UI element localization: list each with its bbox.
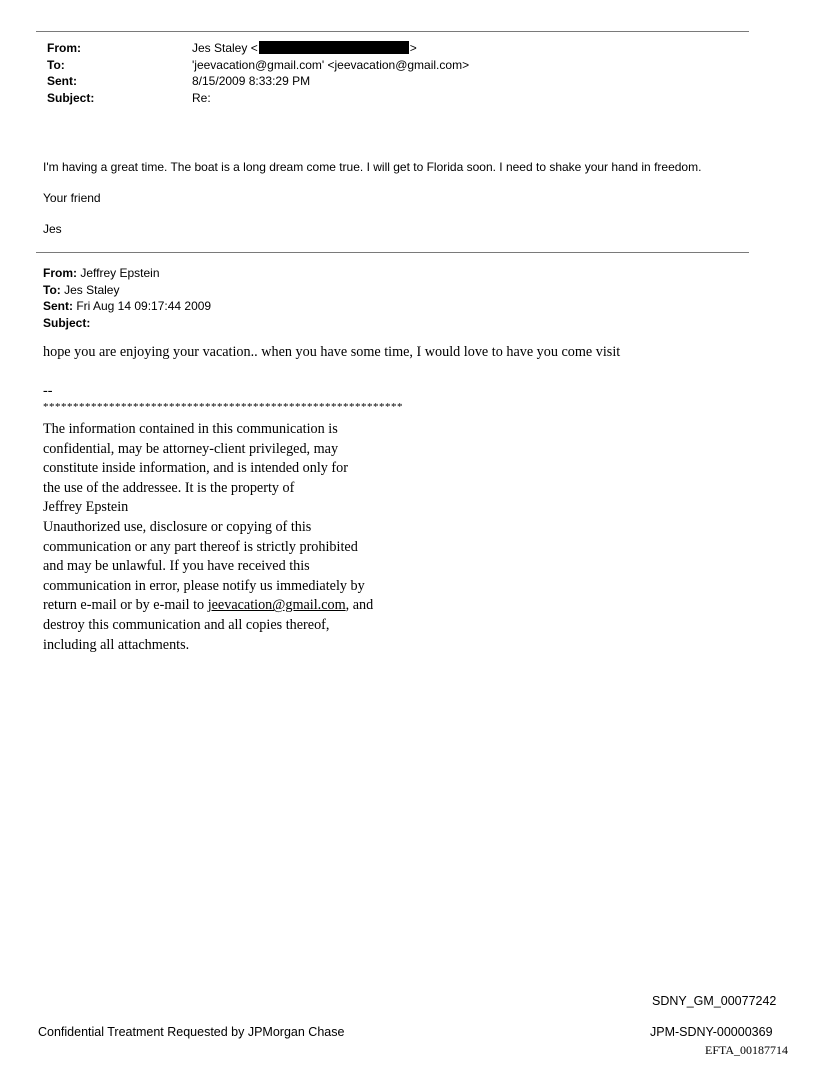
- disclaimer-line: communication in error, please notify us immediately by: [43, 577, 365, 594]
- quoted-from-value: Jeffrey Epstein: [77, 266, 160, 280]
- disclaimer-line: confidential, may be attorney-client privileged, may: [43, 440, 339, 457]
- disclaimer-line: including all attachments.: [43, 636, 190, 653]
- top-divider: [36, 31, 749, 32]
- email1-header: [47, 40, 469, 106]
- disclaimer-text: return e-mail or by e-mail to: [43, 597, 208, 614]
- from-suffix: >: [409, 41, 417, 55]
- from-label: From:: [47, 41, 81, 55]
- quoted-from-label: From:: [43, 266, 77, 280]
- disclaimer-line: the use of the addressee. It is the property of: [43, 479, 295, 496]
- confidential-notice: Confidential Treatment Requested by JPMorgan Chase: [38, 1025, 345, 1039]
- signature-dashes: --: [43, 383, 53, 399]
- subject-label: Subject:: [47, 90, 95, 105]
- quoted-to-label: To:: [43, 282, 61, 297]
- signature-stars: ************************************************************: [43, 401, 403, 413]
- quoted-from-row: [43, 265, 211, 282]
- quoted-sent-label: Sent:: [43, 299, 73, 313]
- quoted-subject-label: Subject:: [43, 315, 91, 330]
- redaction-box: [259, 41, 409, 54]
- disclaimer-line: [43, 596, 373, 616]
- email1-signoff: Your friend: [43, 191, 101, 205]
- sent-row: [47, 73, 469, 90]
- to-row: [47, 57, 469, 74]
- from-value: [192, 40, 417, 57]
- quoted-subject-row: [43, 315, 211, 332]
- disclaimer-line: communication or any part thereof is strictly prohibited: [43, 538, 358, 555]
- to-label: To:: [47, 57, 65, 72]
- quoted-sent-value: Fri Aug 14 09:17:44 2009: [73, 299, 212, 313]
- quoted-sent-row: [43, 298, 211, 315]
- confidentiality-disclaimer: [43, 420, 373, 655]
- disclaimer-line: The information contained in this communication is: [43, 421, 338, 437]
- subject-value: Re:: [192, 90, 211, 105]
- disclaimer-line: constitute inside information, and is intended only for: [43, 460, 348, 477]
- subject-row: [47, 90, 469, 107]
- sent-value: 8/15/2009 8:33:29 PM: [192, 74, 311, 88]
- email-divider: [36, 252, 749, 253]
- bates-jpm: JPM-SDNY-00000369: [650, 1025, 773, 1039]
- disclaimer-line: Unauthorized use, disclosure or copying of this: [43, 518, 312, 535]
- sent-label: Sent:: [47, 74, 77, 88]
- email2-body: hope you are enjoying your vacation.. when you have some time, I would love to have you come visit: [43, 344, 621, 360]
- from-name: Jes Staley <: [192, 41, 258, 55]
- email1-signature: Jes: [43, 222, 62, 236]
- email-link[interactable]: jeevacation@gmail.com: [207, 597, 346, 614]
- to-value: 'jeevacation@gmail.com' <jeevacation@gmail.com>: [192, 57, 470, 72]
- bates-efta: EFTA_00187714: [705, 1043, 789, 1057]
- quoted-to-value: Jes Staley: [60, 282, 120, 297]
- disclaimer-text: , and: [345, 597, 374, 614]
- bates-gm: SDNY_GM_00077242: [652, 994, 777, 1008]
- email1-body-line: I'm having a great time. The boat is a long dream come true. I will get to Florida soon. I need to shake your hand in freedom.: [43, 160, 702, 174]
- from-row: [47, 40, 469, 57]
- email2-header: [43, 265, 211, 331]
- disclaimer-line: and may be unlawful. If you have received this: [43, 558, 310, 575]
- disclaimer-line: Jeffrey Epstein: [43, 499, 129, 516]
- quoted-to-row: [43, 282, 211, 299]
- disclaimer-line: destroy this communication and all copies thereof,: [43, 616, 330, 633]
